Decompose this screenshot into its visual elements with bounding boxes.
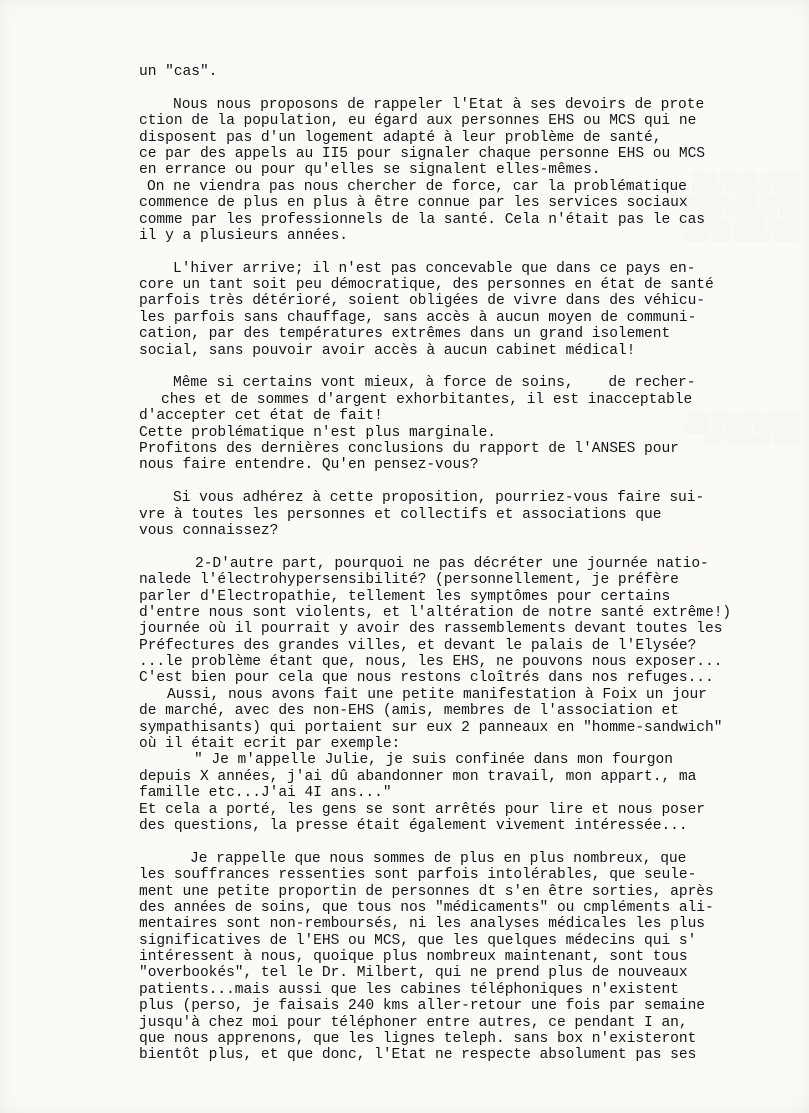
text-line: Profitons des dernières conclusions du rapport de l'ANSES pour <box>139 440 679 457</box>
text-line: ce par des appels au II5 pour signaler chaque personne EHS ou MCS <box>139 145 705 162</box>
text-line: social, sans pouvoir avoir accès à aucun cabinet médical! <box>139 342 636 359</box>
letter-body <box>139 64 779 1064</box>
text-line: C'est bien pour cela que nous restons cloîtrés dans nos refuges... <box>139 670 714 687</box>
text-line: jusqu'à chez moi pour téléphoner entre autres, ce pendant I an, <box>139 1014 688 1031</box>
text-line: Et cela a porté, les gens se sont arrêtés pour lire et nous poser <box>139 801 705 818</box>
text-line: des questions, la presse était également vivement intéressée... <box>139 817 688 834</box>
text-line: " Je m'appelle Julie, je suis confinée dans mon fourgon <box>194 752 673 769</box>
text-line: les souffrances ressenties sont parfois intolérables, que seule- <box>139 867 697 884</box>
text-line: Aussi, nous avons fait une petite manifestation à Foix un jour <box>167 686 707 703</box>
text-line: "overbookés", tel le Dr. Milbert, qui ne prend plus de nouveaux <box>139 965 688 982</box>
text-line: plus (perso, je faisais 240 kms aller-retour une fois par semaine <box>139 998 705 1015</box>
text-line: Si vous adhérez à cette proposition, pourriez-vous faire sui- <box>173 490 705 507</box>
text-line: ...le problème étant que, nous, les EHS, ne pouvons nous exposer... <box>139 654 723 671</box>
text-line: les parfois sans chauffage, sans accès à aucun moyen de communi- <box>139 309 697 326</box>
text-line: Je rappelle que nous sommes de plus en plus nombreux, que <box>190 850 687 867</box>
text-line: mentaires sont non-remboursés, ni les analyses médicales les plus <box>139 916 705 933</box>
text-line: core un tant soit peu démocratique, des personnes en état de santé <box>139 277 714 294</box>
text-line: journée où il pourrait y avoir des rassemblements devant toutes les <box>139 621 723 638</box>
text-line: ment une petite proportin de personnes dt s'en être sorties, après <box>139 883 714 900</box>
text-line: nalede l'électrohypersensibilité? (personnellement, je préfère <box>139 572 679 589</box>
text-line: Nous nous proposons de rappeler l'Etat à ses devoirs de prote <box>173 96 705 113</box>
text-line: cation, par des températures extrêmes dans un grand isolement <box>139 326 671 343</box>
text-line: intéressent à nous, quoique plus nombreux maintenant, sont tous <box>139 949 688 966</box>
text-line: nous faire entendre. Qu'en pensez-vous? <box>139 457 479 474</box>
text-line: On ne viendra pas nous chercher de force, car la problématique <box>147 178 687 195</box>
text-line: ches et de sommes d'argent exhorbitantes, il est inacceptable <box>161 391 693 408</box>
text-line: d'entre nous sont violents, et l'altération de notre santé extrême!) <box>139 604 732 621</box>
text-line: significatives de l'EHS ou MCS, que les quelques médecins qui s' <box>139 932 697 949</box>
text-line: L'hiver arrive; il n'est pas concevable que dans ce pays en- <box>173 260 696 277</box>
text-line: en errance ou pour qu'elles se signalent elles-mêmes. <box>139 162 601 179</box>
text-line: de marché, avec des non-EHS (amis, membres de l'association et <box>139 703 679 720</box>
text-line: un "cas". <box>139 64 218 80</box>
text-line: d'accepter cet état de fait! <box>139 408 383 425</box>
text-line: des années de soins, que tous nos "médicaments" ou cmpléments ali- <box>139 899 714 916</box>
text-line: que nous apprenons, que les lignes teleph. sans box n'existeront <box>139 1031 697 1048</box>
text-line: famille etc...J'ai 4I ans..." <box>139 785 392 802</box>
text-line: commence de plus en plus à être connue par les services sociaux <box>139 195 688 212</box>
text-line: depuis X années, j'ai dû abandonner mon travail, mon appart., ma <box>139 768 697 785</box>
text-line: sympathisants) qui portaient sur eux 2 panneaux en "homme-sandwich" <box>139 719 723 736</box>
text-line: 2-D'autre part, pourquoi ne pas décréter une journée natio- <box>195 555 709 572</box>
text-line: disposent pas d'un logement adapté à leur problème de santé, <box>139 129 662 146</box>
text-line: patients...mais aussi que les cabines téléphoniques n'existent <box>139 981 679 998</box>
text-line: parler d'Electropathie, tellement les symptômes pour certains <box>139 588 671 605</box>
bleed-through-text: ░░░░░░ ░░░░░░ ░░░░ ░░░░ ░░░░░░░ ░░░░░ ░░░ ░░░░░░ ░░░░ ░░░ ░░░░░░ ░░░ ░░░░░░░░ ░░░░ ░░ ░░░░░ ░░░░░ ░░░░░░░░ ░░░░ ░░░░░░ ░░░ ░░░░ ░░░░░ ░░░░░ ░░░ ░░░ ░░░░░░░ ░░░░ ░░ ░░░░ ░░░░ ░░░░░░░ ░░░ <box>670 171 799 445</box>
text-line: bientôt plus, et que donc, l'Etat ne respecte absolument pas ses <box>139 1047 697 1064</box>
text-line: ction de la population, eu égard aux personnes EHS ou MCS qui ne <box>139 113 697 130</box>
text-line: Préfectures des grandes villes, et devant le palais de l'Elysée? <box>139 637 697 654</box>
text-line: comme par les professionnels de la santé. Cela n'était pas le cas <box>139 211 705 228</box>
text-line: Cette problématique n'est plus marginale. <box>139 424 497 441</box>
text-line: parfois très détérioré, soient obligées de vivre dans des véhicu- <box>139 293 705 310</box>
text-line: il y a plusieurs années. <box>139 227 348 244</box>
text-line: Même si certains vont mieux, à force de soins, de recher- <box>173 375 696 392</box>
text-line: où il était ecrit par exemple: <box>139 736 401 753</box>
text-line: vous connaissez? <box>139 522 279 539</box>
text-line: vre à toutes les personnes et collectifs et associations que <box>139 506 662 523</box>
